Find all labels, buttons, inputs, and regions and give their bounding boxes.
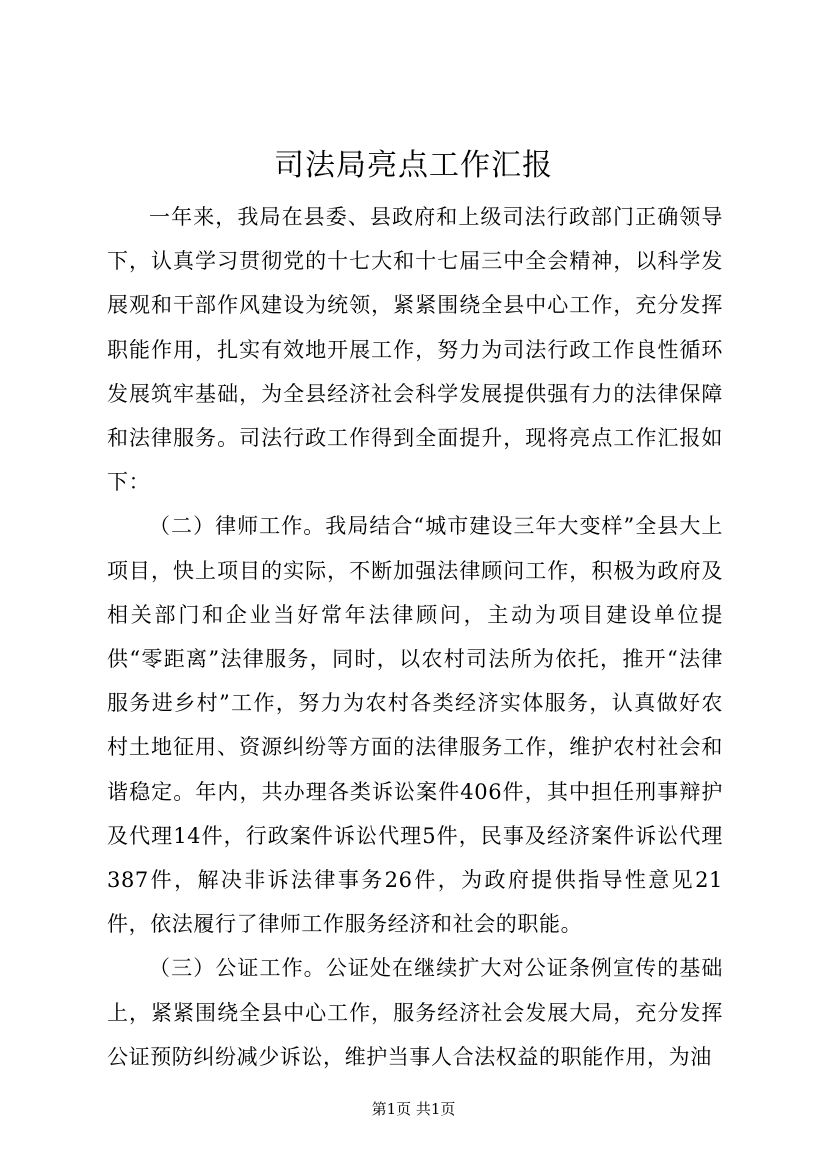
document-body <box>107 195 723 1079</box>
paragraph-lawyer-work: （二）律师工作。我局结合“城市建设三年大变样”全县大上项目，快上项目的实际，不断加强法律顾问工作，积极为政府及相关部门和企业当好常年法律顾问，主动为项目建设单位提供“零距离”法律服务，同时，以农村司法所为依托，推开“法律服务进乡村”工作，努力为农村各类经济实体服务，认真做好农村土地征用、资源纠纷等方面的法律服务工作，维护农村社会和谐稳定。年内，共办理各类诉讼案件406件，其中担任刑事辩护及代理14件，行政案件诉讼代理5件，民事及经济案件诉讼代理387件，解决非诉法律事务26件，为政府提供指导性意见21件，依法履行了律师工作服务经济和社会的职能。 <box>107 514 723 937</box>
page-footer: 第1页 共1页 <box>371 1100 456 1118</box>
paragraph-notary-work: （三）公证工作。公证处在继续扩大对公证条例宣传的基础上，紧紧围绕全县中心工作，服务经济社会发展大局，充分发挥公证预防纠纷减少诉讼，维护当事人合法权益的职能作用，为油 <box>107 956 723 1069</box>
document-title: 司法局亮点工作汇报 <box>274 148 553 183</box>
paragraph-intro: 一年来，我局在县委、县政府和上级司法行政部门正确领导下，认真学习贯彻党的十七大和十七届三中全会精神，以科学发展观和干部作风建设为统领，紧紧围绕全县中心工作，充分发挥职能作用，扎实有效地开展工作，努力为司法行政工作良性循环发展筑牢基础，为全县经济社会科学发展提供强有力的法律保障和法律服务。司法行政工作得到全面提升，现将亮点工作汇报如下： <box>107 205 723 495</box>
